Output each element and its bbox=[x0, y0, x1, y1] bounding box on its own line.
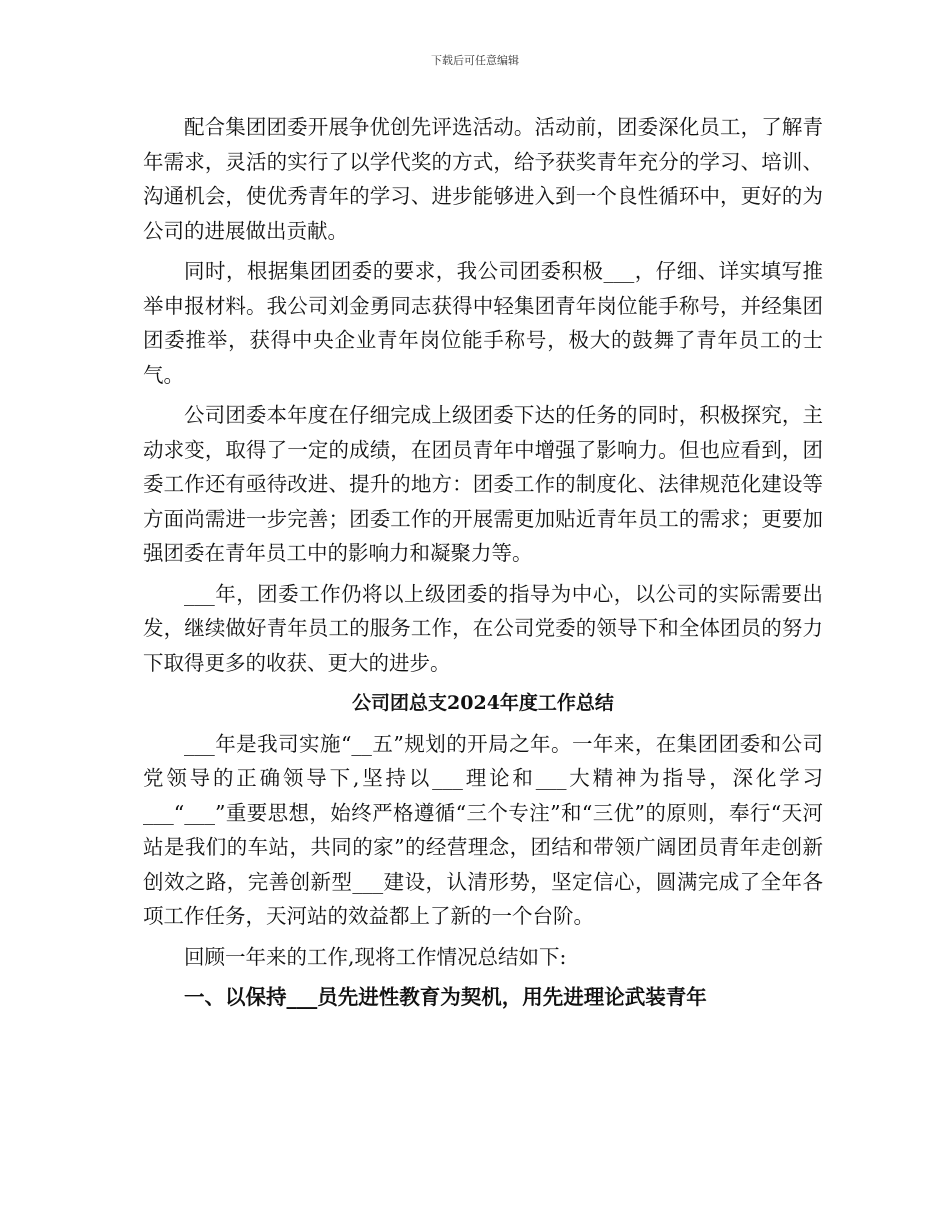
paragraph: ___年是我司实施“__五”规划的开局之年。一年来，在集团团委和公司党领导的正确领导下,坚持以___理论和___大精神为指导，深化学习___“___”重要思想，始终严格遵循“三个专注”和“三优”的原则，奉行“天河站是我们的车站，共同的家”的经营理念，团结和带领广阔团员青年走创新创效之路，完善创新型___建设，认清形势，坚定信心，圆满完成了全年各项工作任务，天河站的效益都上了新的一个台阶。 bbox=[143, 731, 823, 928]
paragraph: 配合集团团委开展争优创先评选活动。活动前，团委深化员工，了解青年需求，灵活的实行了以学代奖的方式，给予获奖青年充分的学习、培训、沟通机会，使优秀青年的学习、进步能够进入到一个良性循环中，更好的为公司的进展做出贡献。 bbox=[143, 115, 823, 243]
document-body bbox=[143, 110, 823, 1015]
section-heading: 一、以保持___员先进性教育为契机，用先进理论武装青年 bbox=[184, 985, 707, 1009]
section-title: 公司团总支2024年度工作总结 bbox=[352, 692, 614, 714]
paragraph: 回顾一年来的工作,现将工作情况总结如下: bbox=[184, 944, 567, 969]
paragraph: 公司团委本年度在仔细完成上级团委下达的任务的同时，积极探究，主动求变，取得了一定的成绩，在团员青年中增强了影响力。但也应看到，团委工作还有亟待改进、提升的地方：团委工作的制度化、法律规范化建设等方面尚需进一步完善；团委工作的开展需更加贴近青年员工的需求；更要加强团委在青年员工中的影响力和凝聚力等。 bbox=[143, 403, 823, 565]
paragraph: 同时，根据集团团委的要求，我公司团委积极___，仔细、详实填写推举申报材料。我公司刘金勇同志获得中轻集团青年岗位能手称号，并经集团团委推举，获得中央企业青年岗位能手称号，极大的鼓舞了青年员工的士气。 bbox=[143, 259, 823, 387]
paragraph: ___年，团委工作仍将以上级团委的指导为中心，以公司的实际需要出发，继续做好青年员工的服务工作，在公司党委的领导下和全体团员的努力下取得更多的收获、更大的进步。 bbox=[143, 581, 823, 675]
page-header: 下载后可任意编辑 bbox=[431, 54, 519, 67]
